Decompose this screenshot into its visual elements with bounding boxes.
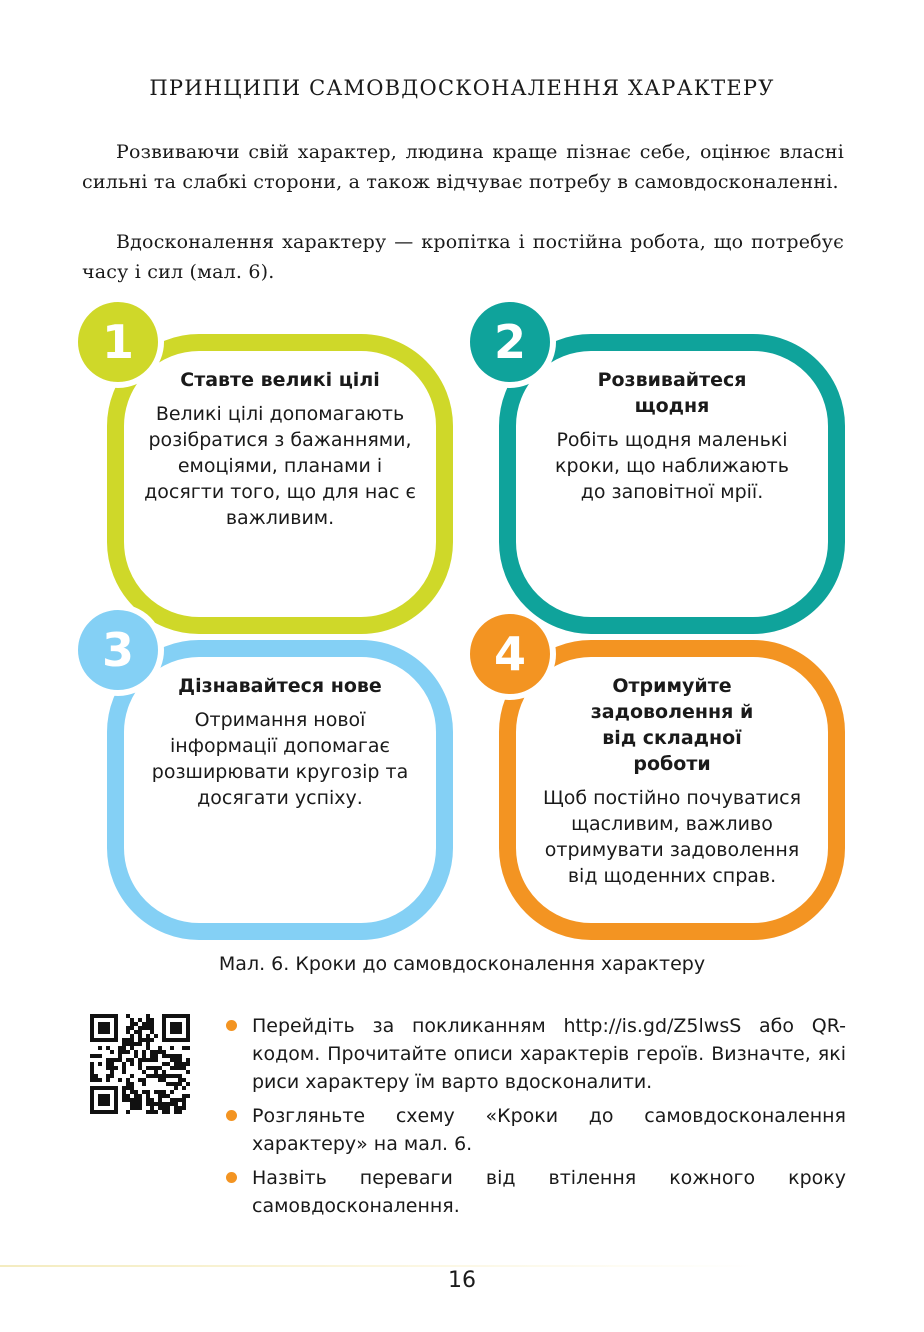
task-list: [222, 1012, 846, 1226]
step-body: Великі цілі допомагають розібратися з бажаннями, емоціями, планами і досягти того, що для нас є важливим.: [144, 403, 416, 529]
step-number-badge: 3: [72, 604, 164, 696]
step-number-badge: 4: [464, 608, 556, 700]
step-card-4: [499, 640, 845, 940]
page-heading: ПРИНЦИПИ САМОВДОСКОНАЛЕННЯ ХАРАКТЕРУ: [149, 76, 775, 100]
footer-divider: [0, 1265, 760, 1267]
step-card-2: [499, 334, 845, 634]
bullet-icon: [226, 1172, 237, 1183]
step-number-badge: 2: [464, 296, 556, 388]
step-body: Робіть щодня маленькі кроки, що наближають до заповітної мрії.: [555, 429, 789, 503]
task-text: Розгляньте схему «Кроки до самовдосконалення характеру» на мал. 6.: [252, 1105, 846, 1155]
step-number-badge: 1: [72, 296, 164, 388]
step-title: Ставте великі цілі: [180, 369, 380, 391]
task-item: [222, 1012, 846, 1096]
task-text: Перейдіть за покликанням http://is.gd/Z5lwsS або QR-кодом. Прочитайте описи характерів героїв. Визначте, які риси характеру їм варто вдосконалити.: [252, 1015, 846, 1093]
intro-paragraph-2: Вдосконалення характеру — кропітка і постійна робота, що потребує часу і сил (мал. 6).: [82, 231, 844, 283]
task-text: Назвіть переваги від втілення кожного кроку самовдосконалення.: [252, 1167, 846, 1217]
step-body: Отримання нової інформації допомагає розширювати кругозір та досягати успіху.: [151, 709, 409, 809]
bullet-icon: [226, 1110, 237, 1121]
step-title: Дізнавайтеся нове: [178, 675, 382, 697]
step-card-1: [107, 334, 453, 634]
figure-caption: Мал. 6. Кроки до самовдосконалення характеру: [218, 953, 706, 975]
step-title: Розвивайтеся щодня: [597, 369, 747, 417]
task-item: [222, 1102, 846, 1158]
bullet-icon: [226, 1020, 237, 1031]
task-item: [222, 1164, 846, 1220]
step-card-3: [107, 640, 453, 940]
qr-code-icon[interactable]: [90, 1014, 190, 1114]
step-title: Отримуйте задоволення й від складної роботи: [590, 675, 754, 775]
page-number: 16: [448, 1268, 476, 1293]
intro-paragraph-1: Розвиваючи свій характер, людина краще пізнає себе, оцінює власні сильні та слабкі сторони, а також відчуває потребу в самовдосконаленні.: [82, 141, 844, 193]
step-body: Щоб постійно почуватися щасливим, важливо отримувати задоволення від щоденних справ.: [542, 787, 802, 887]
